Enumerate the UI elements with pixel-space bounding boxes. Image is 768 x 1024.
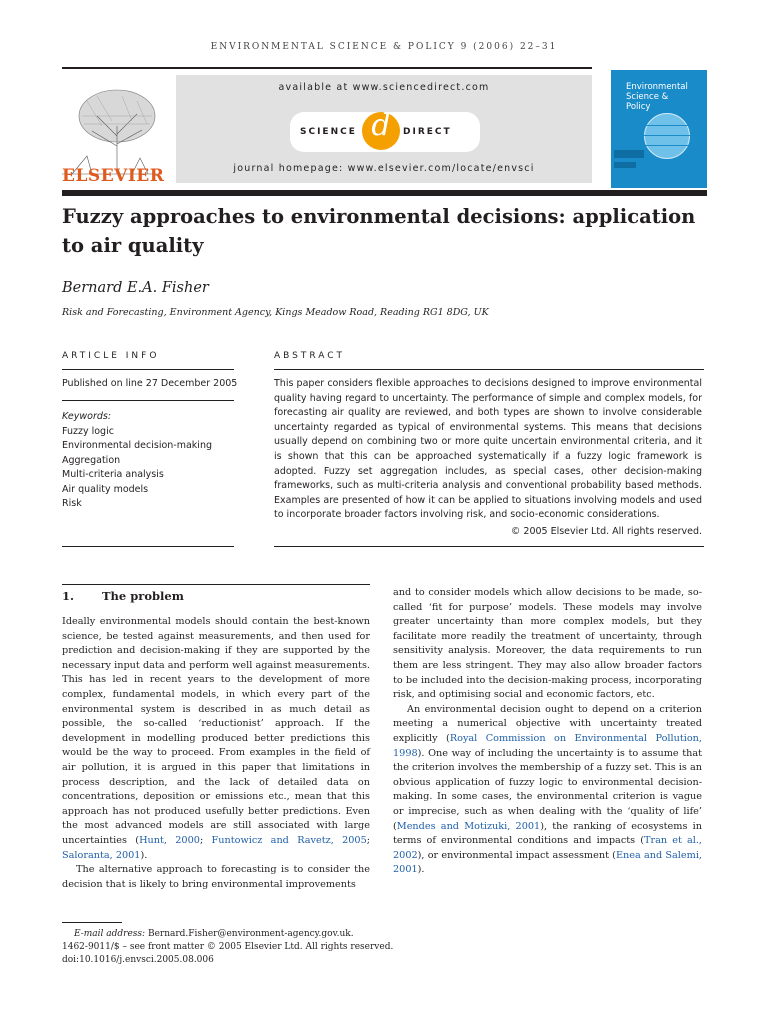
body-text: Ideally environmental models should contain the best-known science, be tested against measurements, and then used for prediction and decision-making if they are supported by the necessary input data and perform well against measurements. This has led in recent years to the development of more complex, fundamental models, in which every part of the environmental system is described in as much detail as possible, the so-called ‘reductionist’ approach. If the development in modelling produced better predictions this would be the way to proceed. From examples in the field of air pollution, it is argued in this paper that limitations in process description, and the lack of detailed data on concentrations, deposition or emissions etc., mean that this approach has not produced usefully better predictions. Even the most advanced models are still associated with large uncertainties ( xyxy=(62,616,370,846)
article-info-heading: ARTICLE INFO xyxy=(62,351,160,361)
article-info-rule-top xyxy=(62,369,234,370)
author-name: Bernard E.A. Fisher xyxy=(62,280,209,296)
section-number: 1. xyxy=(62,589,75,603)
section-rule xyxy=(62,584,370,585)
body-text: ). xyxy=(140,849,148,861)
globe-icon xyxy=(644,113,690,159)
cover-title-line: Environmental xyxy=(626,82,688,92)
sciencedirect-logo-right: DIRECT xyxy=(403,127,452,137)
abstract-rule-top xyxy=(274,369,704,370)
cover-title-line: Science & xyxy=(626,92,669,102)
paper-title-line: Fuzzy approaches to environmental decisions: application xyxy=(62,205,696,228)
body-paragraph: The alternative approach to forecasting is to consider the decision that is likely to bring environmental improvements xyxy=(62,864,370,890)
author-affiliation: Risk and Forecasting, Environment Agency, Kings Meadow Road, Reading RG1 8DG, UK xyxy=(62,307,489,318)
header-thick-rule xyxy=(62,190,707,196)
citation-link[interactable]: Mendes and Motizuki, 2001 xyxy=(396,820,541,832)
globe-latitude-line xyxy=(644,145,690,146)
abstract-text: This paper considers flexible approaches to decisions designed to improve environmental quality having regard to uncertainty. The performance of simple and complex models, for forecasting air quality are reviewed, and both types are shown to involve considerable uncertainty regarded as typical of environmental systems. This means that decisions usually depend on combining two or more quite uncertain environmental criteria, and it is shown that this can be approached systematically if a fuzzy logic framework is adopted. Fuzzy set aggregation includes, as special cases, other decision-making frameworks, such as multi-criteria analysis and conventional probability based methods. Examples are presented of how it can be applied to situations involving models and used to incorporate broader factors involving risk, and socio-economic considerations. xyxy=(274,378,702,521)
cover-decoration xyxy=(614,162,636,168)
body-text: ), or environmental impact assessment ( xyxy=(417,849,616,861)
published-date: Published on line 27 December 2005 xyxy=(62,378,238,389)
body-paragraph: and to consider models which allow decisions to be made, so-called ‘fit for purpose’ models. These models may involve greater uncertainty than more complex models, but they facilitate more readily the treatment of uncertainty, through sensitivity analysis. Moreover, the data requirements to run them are less stringent. They may also allow broader factors to be included into the decision-making process, incorporating risk, and optimising social and economic factors, etc. xyxy=(393,587,702,701)
footnote-copyright-line: 1462-9011/$ – see front matter © 2005 Elsevier Ltd. All rights reserved. xyxy=(62,942,394,952)
available-at-text: available at www.sciencedirect.com xyxy=(278,82,490,93)
body-paragraph xyxy=(62,615,370,863)
footnote-email-line xyxy=(62,928,393,941)
abstract-rule-bottom xyxy=(274,546,704,547)
footnote-doi-line[interactable]: doi:10.1016/j.envsci.2005.08.006 xyxy=(62,955,214,965)
sciencedirect-d-letter: d xyxy=(371,108,391,143)
citation-link[interactable]: Royal Commission on Environmental Pollution, 1998 xyxy=(393,732,702,759)
citation-link[interactable]: Enea and Salemi, 2001 xyxy=(393,849,702,876)
citation-link[interactable]: Tran et al., 2002 xyxy=(393,835,702,861)
body-left-column xyxy=(62,615,370,892)
keywords-list xyxy=(62,425,212,512)
section-title: The problem xyxy=(102,589,184,603)
article-info-rule-bottom xyxy=(62,546,234,547)
keyword: Multi-criteria analysis xyxy=(62,469,164,480)
body-right-column xyxy=(393,586,702,878)
body-text: ). xyxy=(417,864,425,876)
citation-link[interactable]: Hunt, 2000 xyxy=(139,834,200,846)
section-heading xyxy=(62,589,184,603)
cover-title-line: Policy xyxy=(626,102,651,112)
citation-link[interactable]: Saloranta, 2001 xyxy=(62,849,141,861)
body-text: ; xyxy=(366,834,370,846)
paper-title-line: to air quality xyxy=(62,234,204,257)
email-label: E-mail address: xyxy=(74,929,146,939)
footnote-rule xyxy=(62,922,122,923)
citation-link[interactable]: Funtowicz and Ravetz, 2005 xyxy=(211,834,367,846)
body-text: ; xyxy=(199,834,212,846)
abstract-heading: ABSTRACT xyxy=(274,351,346,361)
body-text: An environmental decision ought to depend on a criterion meeting a numerical objective with uncertainty treated explicitly ( xyxy=(393,703,702,744)
cover-decoration xyxy=(614,150,644,158)
running-head: ENVIRONMENTAL SCIENCE & POLICY 9 (2006) 22–31 xyxy=(210,42,558,52)
sciencedirect-logo-left: SCIENCE xyxy=(300,127,357,137)
globe-latitude-line xyxy=(644,125,690,126)
body-text: ), the ranking of ecosystems in terms of environmental conditions and impacts ( xyxy=(393,820,702,847)
keywords-label: Keywords: xyxy=(62,411,112,422)
email-address[interactable]: Bernard.Fisher@environment-agency.gov.uk. xyxy=(147,929,354,939)
body-text: ). One way of including the uncertainty is to assume that the criterion involves the membership of a fuzzy set. This is an obvious application of fuzzy logic to environmental decision-making. In some cases, the environmental criterion is vague or imprecise, such as when dealing with the ‘quality of life’ ( xyxy=(393,747,702,832)
keyword: Aggregation xyxy=(62,454,121,466)
body-paragraph xyxy=(393,703,702,878)
keyword: Air quality models xyxy=(62,483,149,495)
keyword: Fuzzy logic xyxy=(62,425,114,437)
globe-latitude-line xyxy=(644,135,690,136)
elsevier-wordmark: ELSEVIER xyxy=(62,166,165,186)
footnote xyxy=(62,928,393,967)
paper-title xyxy=(62,202,702,260)
journal-homepage-text: journal homepage: www.elsevier.com/locate/envsci xyxy=(233,163,535,174)
header-top-rule xyxy=(62,67,592,69)
keyword: Risk xyxy=(62,498,82,509)
article-info-rule-mid xyxy=(62,400,234,401)
journal-cover-title xyxy=(626,82,706,112)
keyword: Environmental decision-making xyxy=(62,440,212,451)
abstract-copyright: © 2005 Elsevier Ltd. All rights reserved. xyxy=(510,526,702,537)
